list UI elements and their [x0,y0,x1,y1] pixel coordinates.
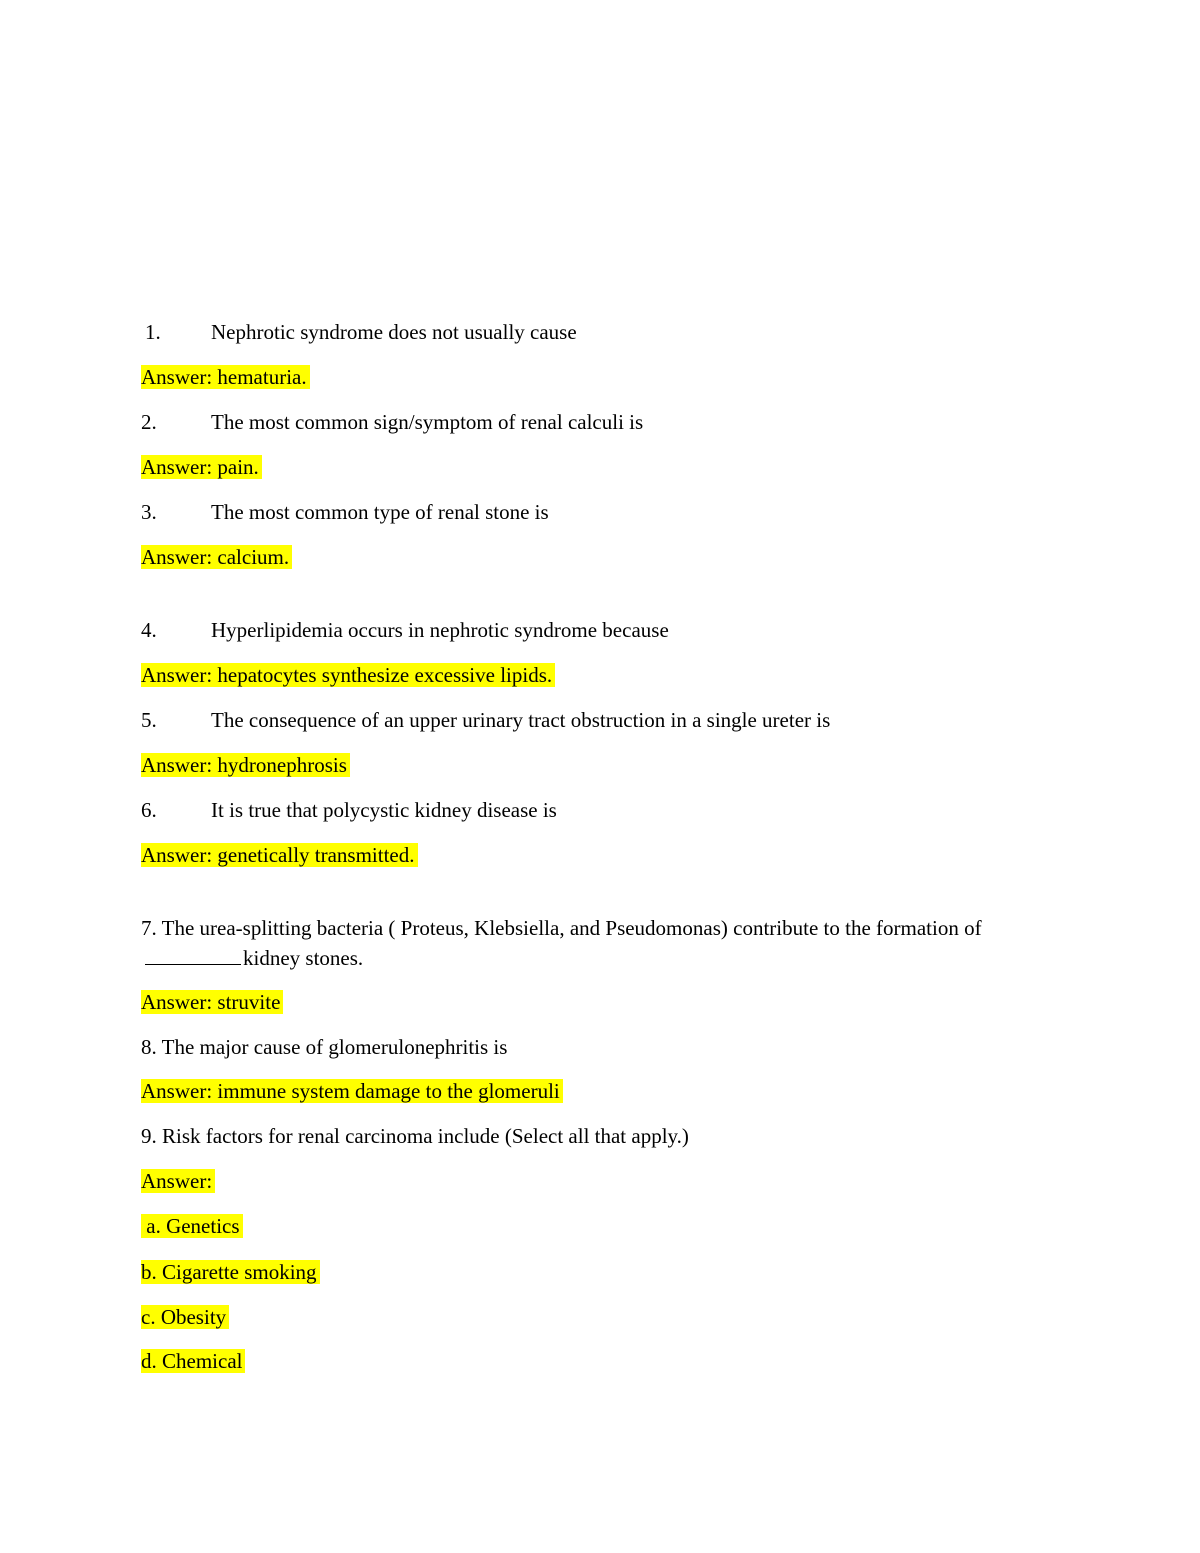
question-text: The most common type of renal stone is [211,500,549,524]
question-text: The consequence of an upper urinary tract obstruction in a single ureter is [211,708,831,732]
answer-text: Answer: immune system damage to the glomeruli [141,1079,563,1103]
question-text: Hyperlipidemia occurs in nephrotic syndrome because [211,618,669,642]
question-number: 5. [141,708,157,732]
question-text-end: kidney stones. [243,946,364,970]
question-number: 4. [141,618,157,642]
question-text: 7. The urea-splitting bacteria ( Proteus, Klebsiella, and Pseudomonas) contribute to the formation of [141,916,982,940]
question-text: Nephrotic syndrome does not usually cause [211,320,577,344]
question-text: It is true that polycystic kidney disease is [211,798,557,822]
answer-4 [141,662,555,689]
question-text: 9. Risk factors for renal carcinoma include (Select all that apply.) [141,1124,689,1148]
question-number: 2. [141,410,157,434]
answer-2 [141,454,262,481]
question-5 [141,707,830,734]
answer-text: Answer: genetically transmitted. [141,843,418,867]
answer-9-option [141,1348,245,1375]
answer-text: Answer: hepatocytes synthesize excessive lipids. [141,663,555,687]
question-8 [141,1034,507,1061]
answer-option: d. Chemical [141,1349,245,1373]
answer-1 [141,364,310,391]
fill-in-blank [145,946,241,965]
answer-text: Answer: calcium. [141,545,292,569]
question-number: 6. [141,798,157,822]
answer-option: b. Cigarette smoking [141,1260,320,1284]
answer-text: Answer: struvite [141,990,283,1014]
answer-6 [141,842,418,869]
question-number: 1. [145,320,161,344]
answer-9-label [141,1168,215,1195]
answer-5 [141,752,350,779]
answer-7 [141,989,283,1016]
answer-3 [141,544,292,571]
answer-9-option [141,1213,243,1240]
question-number: 3. [141,500,157,524]
answer-text: Answer: hydronephrosis [141,753,350,777]
answer-9-option [141,1304,229,1331]
question-2 [141,409,643,436]
question-4 [141,617,669,644]
question-6 [141,797,557,824]
answer-text: Answer: pain. [141,455,262,479]
answer-text: Answer: hematuria. [141,365,310,389]
question-text: 8. The major cause of glomerulonephritis is [141,1035,508,1059]
answer-option: c. Obesity [141,1305,229,1329]
answer-8 [141,1078,563,1105]
question-7 [141,913,1071,973]
question-3 [141,499,549,526]
answer-text: Answer: [141,1169,215,1193]
question-9 [141,1123,689,1150]
question-text: The most common sign/symptom of renal calculi is [211,410,644,434]
answer-9-option [141,1259,320,1286]
answer-option: a. Genetics [141,1214,243,1238]
question-1 [145,319,577,346]
